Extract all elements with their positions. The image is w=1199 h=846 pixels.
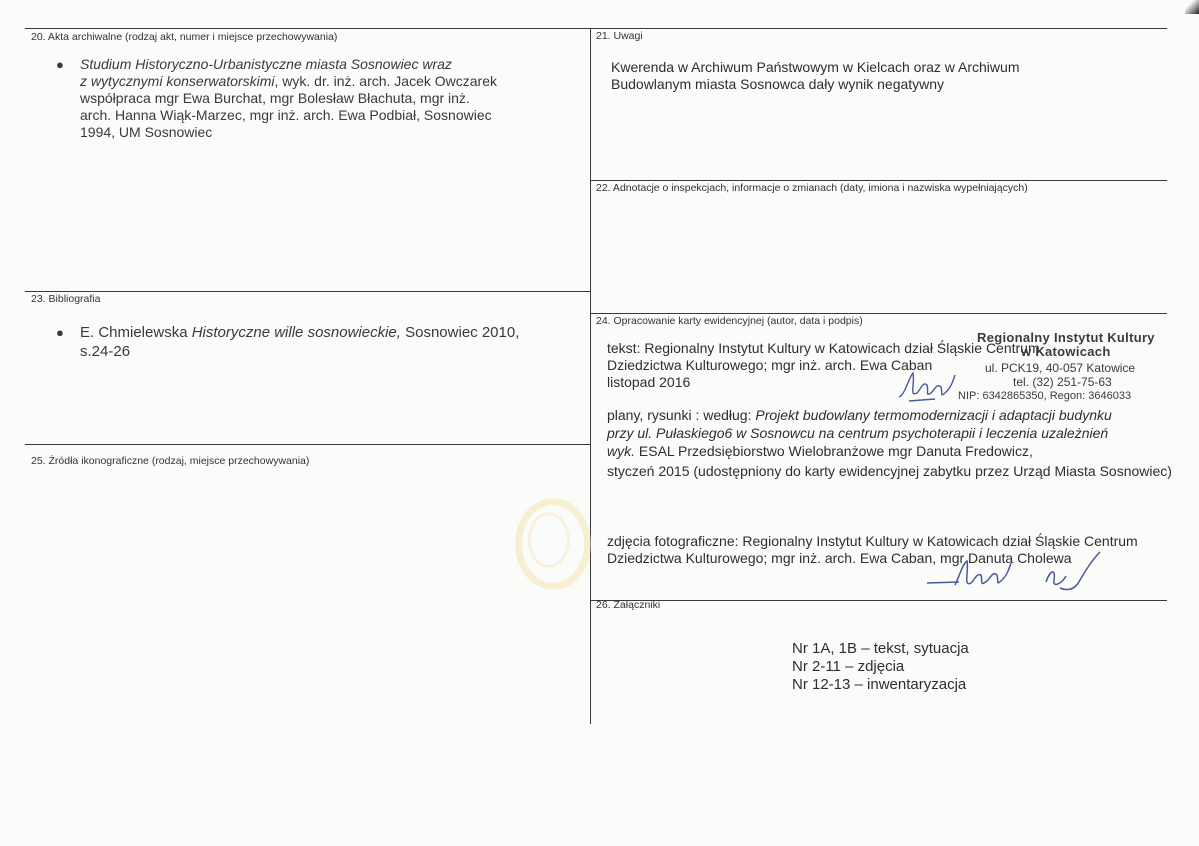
section-20-line-3: współpraca mgr Ewa Burchat, mgr Bolesław Błachuta, mgr inż.: [80, 90, 470, 106]
scan-corner-shadow: [1185, 0, 1199, 14]
section-24-plans-line-2: przy ul. Pułaskiego6 w Sosnowcu na centrum psychoterapii i leczenia uzależnień: [607, 425, 1109, 441]
section-21-label: 21. Uwagi: [596, 30, 643, 42]
column-divider: [590, 28, 591, 724]
section-20-label: 20. Akta archiwalne (rodzaj akt, numer i miejsce przechowywania): [31, 31, 338, 43]
section-20-line-4: arch. Hanna Wiąk-Marzec, mgr inż. arch. Ewa Podbiał, Sosnowiec: [80, 107, 492, 123]
rule-left-25: [25, 444, 590, 445]
stamp-institution: Regionalny Instytut Kultury: [977, 330, 1155, 345]
rule-right-26: [590, 600, 1167, 601]
stamp-phone: tel. (32) 251-75-63: [1013, 375, 1112, 389]
section-24-text-line-2: Dziedzictwa Kulturowego; mgr inż. arch. Ewa Caban: [607, 357, 933, 373]
section-20-line-1: Studium Historyczno-Urbanistyczne miasta Sosnowiec wraz: [80, 56, 452, 72]
section-24-photo-line-1: zdjęcia fotograficzne: Regionalny Instytut Kultury w Katowicach dział Śląskie Centrum: [607, 533, 1138, 549]
section-24-text-line-3: listopad 2016: [607, 374, 691, 390]
faint-stamp-inner-ring: [528, 512, 570, 568]
attachment-item-3: Nr 12-13 – inwentaryzacja: [792, 676, 967, 693]
signature-3: [1040, 548, 1105, 598]
signature-1: [895, 367, 960, 407]
bullet-icon: ●: [56, 57, 64, 72]
stamp-city: w Katowicach: [1021, 344, 1111, 359]
section-21-line-1: Kwerenda w Archiwum Państwowym w Kielcach oraz w Archiwum: [611, 59, 1020, 75]
section-25-label: 25. Źródła ikonograficzne (rodzaj, miejsce przechowywania): [31, 455, 310, 467]
section-23-entry: ● E. Chmielewska Historyczne wille sosnowieckie, Sosnowiec 2010, s.24-26: [56, 324, 520, 360]
section-21-line-2: Budowlanym miasta Sosnowca dały wynik negatywny: [611, 76, 945, 92]
rule-right-22: [590, 180, 1167, 181]
section-24-photo-line-2: Dziedzictwa Kulturowego; mgr inż. arch. Ewa Caban, mgr Danuta Cholewa: [607, 550, 1072, 566]
section-24-plans-line-4: styczeń 2015 (udostępniony do karty ewidencyjnej zabytku przez Urząd Miasta Sosnowiec): [607, 463, 1172, 479]
section-24-plans-line-1: plany, rysunki : według: Projekt budowlany termomodernizacji i adaptacji budynku: [607, 407, 1112, 423]
section-24-plans-line-3: wyk. ESAL Przedsiębiorstwo Wielobranżowe mgr Danuta Fredowicz,: [607, 443, 1033, 459]
section-24-label: 24. Opracowanie karty ewidencyjnej (autor, data i podpis): [596, 315, 863, 327]
section-20-line-5: 1994, UM Sosnowiec: [80, 124, 213, 140]
rule-right-24: [590, 313, 1167, 314]
section-24-text-line-1: tekst: Regionalny Instytut Kultury w Katowicach dział Śląskie Centrum: [607, 340, 1040, 356]
section-20-line-2: z wytycznymi konserwatorskimi, wyk. dr. inż. arch. Jacek Owczarek: [80, 73, 497, 89]
attachment-item-2: Nr 2-11 – zdjęcia: [792, 658, 905, 675]
top-rule: [25, 28, 1167, 29]
section-20-entry: [56, 56, 550, 141]
signature-2: [925, 555, 1015, 597]
section-26-label: 26. Załączniki: [596, 599, 661, 611]
attachment-item-1: Nr 1A, 1B – tekst, sytuacja: [792, 640, 969, 657]
section-22-label: 22. Adnotacje o inspekcjach, informacje o zmianach (daty, imiona i nazwiska wypełniających): [596, 182, 1028, 194]
stamp-address: ul. PCK19, 40-057 Katowice: [985, 361, 1136, 375]
stamp-ids: NIP: 6342865350, Regon: 3646033: [958, 390, 1132, 402]
section-23-label: 23. Bibliografia: [31, 293, 101, 305]
bullet-icon: ●: [56, 325, 64, 340]
rule-left-23: [25, 291, 590, 292]
